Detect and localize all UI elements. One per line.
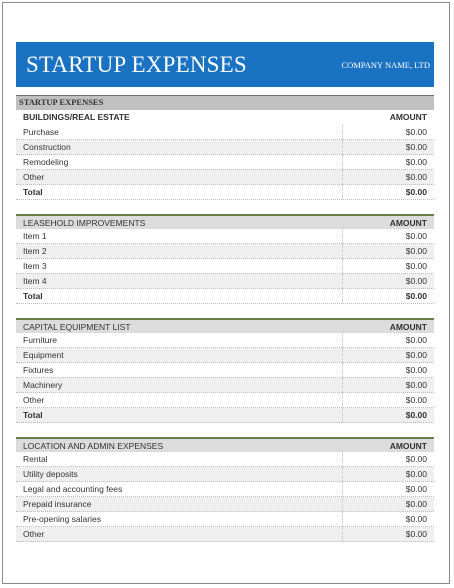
cell-divider (342, 527, 343, 541)
row-label[interactable]: Machinery (23, 380, 63, 390)
table-row (16, 274, 434, 289)
row-amount[interactable]: $0.00 (405, 172, 427, 182)
cell-divider (342, 348, 343, 362)
block-buildings-real-estate (16, 110, 434, 200)
row-amount[interactable]: $0.00 (405, 261, 427, 271)
row-amount[interactable]: $0.00 (405, 499, 427, 509)
row-label[interactable]: Item 1 (23, 231, 47, 241)
cell-divider (342, 482, 343, 496)
row-label[interactable]: Other (23, 529, 45, 539)
cell-divider (342, 452, 343, 466)
row-label[interactable]: Fixtures (23, 365, 54, 375)
cell-divider (342, 140, 343, 154)
table-row (16, 333, 434, 348)
table-row (16, 527, 434, 542)
row-label[interactable]: Rental (23, 454, 48, 464)
block-title[interactable]: LEASEHOLD IMPROVEMENTS (23, 218, 146, 228)
row-amount[interactable]: $0.00 (405, 246, 427, 256)
table-row (16, 497, 434, 512)
row-amount[interactable]: $0.00 (405, 395, 427, 405)
row-amount[interactable]: $0.00 (405, 365, 427, 375)
cell-divider (342, 408, 343, 422)
table-row (16, 259, 434, 274)
cell-divider (342, 393, 343, 407)
row-amount[interactable]: $0.00 (405, 514, 427, 524)
amount-header[interactable]: AMOUNT (389, 322, 427, 332)
table-row (16, 467, 434, 482)
table-row (16, 393, 434, 408)
cell-divider (342, 333, 343, 347)
row-amount[interactable]: $0.00 (405, 335, 427, 345)
table-row (16, 155, 434, 170)
row-label[interactable]: Prepaid insurance (23, 499, 92, 509)
total-row (16, 289, 434, 304)
row-label[interactable]: Legal and accounting fees (23, 484, 123, 494)
table-row (16, 125, 434, 140)
table-row (16, 348, 434, 363)
table-row (16, 482, 434, 497)
section-title[interactable]: STARTUP EXPENSES (16, 95, 434, 110)
block-title[interactable]: LOCATION AND ADMIN EXPENSES (23, 441, 164, 451)
cell-divider (342, 497, 343, 511)
cell-divider (342, 229, 343, 243)
row-amount[interactable]: $0.00 (405, 529, 427, 539)
title-banner (16, 42, 434, 87)
table-row (16, 170, 434, 185)
row-label[interactable]: Other (23, 172, 45, 182)
cell-divider (342, 467, 343, 481)
block-location-admin (16, 437, 434, 542)
total-label[interactable]: Total (23, 187, 43, 197)
row-amount[interactable]: $0.00 (405, 484, 427, 494)
block-title[interactable]: BUILDINGS/REAL ESTATE (23, 112, 130, 122)
row-label[interactable]: Item 2 (23, 246, 47, 256)
row-label[interactable]: Other (23, 395, 45, 405)
block-header (16, 110, 434, 125)
total-label[interactable]: Total (23, 291, 43, 301)
cell-divider (342, 363, 343, 377)
table-row (16, 244, 434, 259)
cell-divider (342, 274, 343, 288)
cell-divider (342, 185, 343, 199)
amount-header[interactable]: AMOUNT (389, 112, 427, 122)
table-row (16, 229, 434, 244)
amount-header[interactable]: AMOUNT (389, 441, 427, 451)
total-label[interactable]: Total (23, 410, 43, 420)
row-label[interactable]: Utility deposits (23, 469, 78, 479)
cell-divider (342, 259, 343, 273)
block-leasehold-improvements (16, 214, 434, 304)
row-label[interactable]: Item 4 (23, 276, 47, 286)
row-amount[interactable]: $0.00 (405, 142, 427, 152)
row-label[interactable]: Furniture (23, 335, 58, 345)
row-label[interactable]: Item 3 (23, 261, 47, 271)
row-amount[interactable]: $0.00 (405, 454, 427, 464)
row-amount[interactable]: $0.00 (405, 157, 427, 167)
block-header (16, 214, 434, 229)
total-row (16, 185, 434, 200)
cell-divider (342, 244, 343, 258)
cell-divider (342, 289, 343, 303)
row-amount[interactable]: $0.00 (405, 469, 427, 479)
row-amount[interactable]: $0.00 (405, 380, 427, 390)
cell-divider (342, 512, 343, 526)
cell-divider (342, 378, 343, 392)
row-label[interactable]: Purchase (23, 127, 59, 137)
table-row (16, 452, 434, 467)
total-amount[interactable]: $0.00 (405, 187, 427, 197)
total-amount[interactable]: $0.00 (405, 291, 427, 301)
page-title[interactable]: STARTUP EXPENSES (26, 52, 247, 77)
row-amount[interactable]: $0.00 (405, 350, 427, 360)
table-row (16, 363, 434, 378)
cell-divider (342, 170, 343, 184)
total-amount[interactable]: $0.00 (405, 410, 427, 420)
block-header (16, 318, 434, 333)
table-row (16, 512, 434, 527)
total-row (16, 408, 434, 423)
table-row (16, 378, 434, 393)
row-label[interactable]: Pre-opening salaries (23, 514, 101, 524)
block-header (16, 437, 434, 452)
block-capital-equipment (16, 318, 434, 423)
row-label[interactable]: Equipment (23, 350, 64, 360)
row-amount[interactable]: $0.00 (405, 127, 427, 137)
table-row (16, 140, 434, 155)
cell-divider (342, 125, 343, 139)
amount-header[interactable]: AMOUNT (389, 218, 427, 228)
row-label[interactable]: Remodeling (23, 157, 69, 167)
row-label[interactable]: Construction (23, 142, 71, 152)
row-amount[interactable]: $0.00 (405, 231, 427, 241)
row-amount[interactable]: $0.00 (405, 276, 427, 286)
cell-divider (342, 155, 343, 169)
block-title[interactable]: CAPITAL EQUIPMENT LIST (23, 322, 131, 332)
company-name[interactable]: COMPANY NAME, LTD (341, 60, 430, 70)
